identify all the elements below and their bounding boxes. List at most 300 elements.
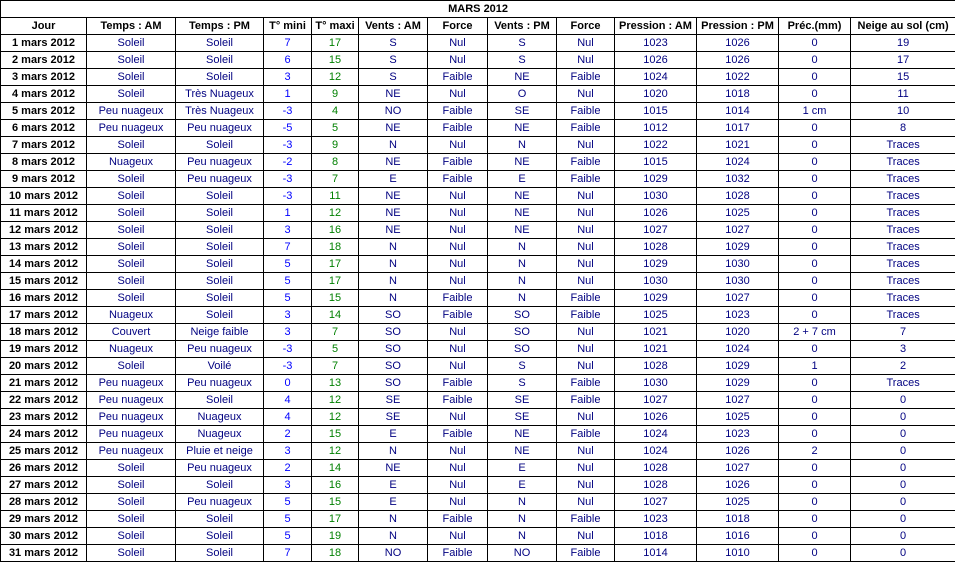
table-row <box>1 341 955 358</box>
wind-pm-cell: SE <box>488 103 557 120</box>
day-cell: 11 mars 2012 <box>1 205 87 222</box>
force-pm-cell: Faible <box>557 103 615 120</box>
weather-pm-cell: Soleil <box>176 137 264 154</box>
wind-am-cell: E <box>359 426 428 443</box>
force-pm-cell: Nul <box>557 358 615 375</box>
wind-pm-cell: N <box>488 256 557 273</box>
table-row <box>1 409 955 426</box>
col-header-t-maxi: T° maxi <box>312 18 359 35</box>
wind-pm-cell: NE <box>488 222 557 239</box>
force-pm-cell: Faible <box>557 307 615 324</box>
precipitation-cell: 0 <box>779 392 851 409</box>
force-pm-cell: Nul <box>557 460 615 477</box>
temp-max-cell: 17 <box>312 35 359 52</box>
wind-pm-cell: N <box>488 137 557 154</box>
day-cell: 31 mars 2012 <box>1 545 87 562</box>
temp-min-cell: 1 <box>264 205 312 222</box>
wind-pm-cell: N <box>488 273 557 290</box>
temp-max-cell: 12 <box>312 205 359 222</box>
wind-am-cell: SO <box>359 324 428 341</box>
day-cell: 29 mars 2012 <box>1 511 87 528</box>
table-row <box>1 460 955 477</box>
weather-pm-cell: Peu nuageux <box>176 375 264 392</box>
precipitation-cell: 0 <box>779 375 851 392</box>
table-row <box>1 511 955 528</box>
day-cell: 17 mars 2012 <box>1 307 87 324</box>
pressure-pm-cell: 1030 <box>697 273 779 290</box>
snow-cell: 7 <box>851 324 955 341</box>
wind-pm-cell: NE <box>488 443 557 460</box>
force-am-cell: Faible <box>428 511 488 528</box>
precipitation-cell: 0 <box>779 205 851 222</box>
temp-max-cell: 15 <box>312 426 359 443</box>
wind-pm-cell: N <box>488 494 557 511</box>
force-pm-cell: Faible <box>557 511 615 528</box>
pressure-am-cell: 1026 <box>615 409 697 426</box>
snow-cell: 3 <box>851 341 955 358</box>
temp-min-cell: 3 <box>264 477 312 494</box>
day-cell: 26 mars 2012 <box>1 460 87 477</box>
day-cell: 4 mars 2012 <box>1 86 87 103</box>
col-header-vents-pm: Vents : PM <box>488 18 557 35</box>
wind-pm-cell: N <box>488 239 557 256</box>
temp-max-cell: 11 <box>312 188 359 205</box>
snow-cell: Traces <box>851 137 955 154</box>
force-pm-cell: Nul <box>557 188 615 205</box>
force-pm-cell: Faible <box>557 154 615 171</box>
table-row <box>1 52 955 69</box>
temp-max-cell: 17 <box>312 256 359 273</box>
snow-cell: Traces <box>851 239 955 256</box>
temp-min-cell: -3 <box>264 137 312 154</box>
wind-am-cell: NO <box>359 545 428 562</box>
pressure-pm-cell: 1032 <box>697 171 779 188</box>
temp-min-cell: 3 <box>264 69 312 86</box>
weather-pm-cell: Soleil <box>176 528 264 545</box>
snow-cell: 17 <box>851 52 955 69</box>
weather-am-cell: Soleil <box>87 239 176 256</box>
day-cell: 15 mars 2012 <box>1 273 87 290</box>
wind-pm-cell: O <box>488 86 557 103</box>
temp-max-cell: 12 <box>312 443 359 460</box>
precipitation-cell: 0 <box>779 511 851 528</box>
precipitation-cell: 2 + 7 cm <box>779 324 851 341</box>
force-am-cell: Nul <box>428 137 488 154</box>
force-am-cell: Nul <box>428 460 488 477</box>
day-cell: 27 mars 2012 <box>1 477 87 494</box>
force-am-cell: Faible <box>428 426 488 443</box>
pressure-pm-cell: 1027 <box>697 222 779 239</box>
temp-max-cell: 5 <box>312 120 359 137</box>
col-header-force-am: Force <box>428 18 488 35</box>
wind-pm-cell: NE <box>488 205 557 222</box>
temp-min-cell: 5 <box>264 290 312 307</box>
weather-pm-cell: Soleil <box>176 188 264 205</box>
wind-pm-cell: SO <box>488 341 557 358</box>
temp-min-cell: -2 <box>264 154 312 171</box>
wind-am-cell: S <box>359 52 428 69</box>
pressure-am-cell: 1015 <box>615 103 697 120</box>
temp-max-cell: 5 <box>312 341 359 358</box>
precipitation-cell: 0 <box>779 528 851 545</box>
snow-cell: 0 <box>851 494 955 511</box>
table-row <box>1 392 955 409</box>
pressure-am-cell: 1025 <box>615 307 697 324</box>
force-am-cell: Faible <box>428 545 488 562</box>
force-pm-cell: Faible <box>557 545 615 562</box>
snow-cell: Traces <box>851 171 955 188</box>
table-row <box>1 35 955 52</box>
pressure-am-cell: 1030 <box>615 273 697 290</box>
pressure-am-cell: 1030 <box>615 188 697 205</box>
pressure-pm-cell: 1023 <box>697 426 779 443</box>
day-cell: 9 mars 2012 <box>1 171 87 188</box>
temp-max-cell: 7 <box>312 358 359 375</box>
snow-cell: Traces <box>851 154 955 171</box>
table-row <box>1 307 955 324</box>
force-pm-cell: Faible <box>557 392 615 409</box>
force-pm-cell: Faible <box>557 69 615 86</box>
temp-min-cell: 5 <box>264 494 312 511</box>
snow-cell: 0 <box>851 426 955 443</box>
weather-pm-cell: Nuageux <box>176 409 264 426</box>
wind-pm-cell: NE <box>488 154 557 171</box>
force-am-cell: Nul <box>428 188 488 205</box>
weather-pm-cell: Peu nuageux <box>176 120 264 137</box>
wind-am-cell: NE <box>359 460 428 477</box>
force-am-cell: Nul <box>428 222 488 239</box>
table-row <box>1 358 955 375</box>
temp-min-cell: 3 <box>264 222 312 239</box>
table-row <box>1 171 955 188</box>
wind-am-cell: SO <box>359 358 428 375</box>
wind-pm-cell: E <box>488 477 557 494</box>
precipitation-cell: 0 <box>779 52 851 69</box>
weather-am-cell: Soleil <box>87 86 176 103</box>
pressure-am-cell: 1028 <box>615 477 697 494</box>
snow-cell: Traces <box>851 273 955 290</box>
weather-am-cell: Soleil <box>87 460 176 477</box>
force-am-cell: Faible <box>428 307 488 324</box>
pressure-pm-cell: 1023 <box>697 307 779 324</box>
pressure-am-cell: 1029 <box>615 256 697 273</box>
weather-pm-cell: Soleil <box>176 239 264 256</box>
wind-am-cell: SO <box>359 375 428 392</box>
weather-am-cell: Peu nuageux <box>87 409 176 426</box>
temp-max-cell: 7 <box>312 171 359 188</box>
wind-am-cell: N <box>359 443 428 460</box>
weather-am-cell: Soleil <box>87 52 176 69</box>
wind-pm-cell: E <box>488 460 557 477</box>
temp-max-cell: 15 <box>312 494 359 511</box>
precipitation-cell: 0 <box>779 154 851 171</box>
pressure-am-cell: 1029 <box>615 171 697 188</box>
table-row <box>1 443 955 460</box>
precipitation-cell: 0 <box>779 120 851 137</box>
force-pm-cell: Faible <box>557 375 615 392</box>
day-cell: 5 mars 2012 <box>1 103 87 120</box>
force-am-cell: Nul <box>428 528 488 545</box>
temp-max-cell: 15 <box>312 52 359 69</box>
temp-max-cell: 14 <box>312 307 359 324</box>
day-cell: 30 mars 2012 <box>1 528 87 545</box>
table-row <box>1 205 955 222</box>
weather-pm-cell: Soleil <box>176 477 264 494</box>
snow-cell: 0 <box>851 528 955 545</box>
wind-pm-cell: NE <box>488 120 557 137</box>
force-am-cell: Nul <box>428 341 488 358</box>
snow-cell: 0 <box>851 392 955 409</box>
temp-min-cell: -3 <box>264 188 312 205</box>
weather-am-cell: Couvert <box>87 324 176 341</box>
weather-am-cell: Nuageux <box>87 341 176 358</box>
day-cell: 6 mars 2012 <box>1 120 87 137</box>
temp-max-cell: 14 <box>312 460 359 477</box>
col-header-jour: Jour <box>1 18 87 35</box>
force-pm-cell: Nul <box>557 443 615 460</box>
wind-pm-cell: S <box>488 375 557 392</box>
wind-am-cell: NE <box>359 205 428 222</box>
wind-am-cell: SE <box>359 392 428 409</box>
pressure-pm-cell: 1018 <box>697 86 779 103</box>
day-cell: 20 mars 2012 <box>1 358 87 375</box>
wind-am-cell: NE <box>359 120 428 137</box>
snow-cell: 0 <box>851 409 955 426</box>
pressure-am-cell: 1026 <box>615 52 697 69</box>
force-am-cell: Nul <box>428 256 488 273</box>
weather-am-cell: Peu nuageux <box>87 103 176 120</box>
pressure-am-cell: 1024 <box>615 443 697 460</box>
temp-min-cell: 7 <box>264 545 312 562</box>
force-am-cell: Nul <box>428 86 488 103</box>
precipitation-cell: 0 <box>779 222 851 239</box>
weather-am-cell: Peu nuageux <box>87 392 176 409</box>
weather-pm-cell: Neige faible <box>176 324 264 341</box>
temp-max-cell: 17 <box>312 273 359 290</box>
col-header-temps-pm: Temps : PM <box>176 18 264 35</box>
snow-cell: Traces <box>851 205 955 222</box>
wind-am-cell: S <box>359 69 428 86</box>
snow-cell: 0 <box>851 477 955 494</box>
weather-pm-cell: Soleil <box>176 511 264 528</box>
table-row <box>1 375 955 392</box>
temp-max-cell: 19 <box>312 528 359 545</box>
wind-am-cell: SE <box>359 409 428 426</box>
day-cell: 2 mars 2012 <box>1 52 87 69</box>
weather-am-cell: Soleil <box>87 494 176 511</box>
weather-am-cell: Soleil <box>87 69 176 86</box>
force-pm-cell: Nul <box>557 52 615 69</box>
weather-pm-cell: Peu nuageux <box>176 494 264 511</box>
temp-min-cell: 5 <box>264 528 312 545</box>
temp-min-cell: -3 <box>264 358 312 375</box>
wind-am-cell: NO <box>359 103 428 120</box>
temp-min-cell: 5 <box>264 273 312 290</box>
temp-max-cell: 18 <box>312 239 359 256</box>
temp-min-cell: 3 <box>264 307 312 324</box>
pressure-am-cell: 1021 <box>615 324 697 341</box>
temp-max-cell: 4 <box>312 103 359 120</box>
force-pm-cell: Nul <box>557 409 615 426</box>
pressure-pm-cell: 1029 <box>697 239 779 256</box>
pressure-am-cell: 1026 <box>615 205 697 222</box>
pressure-pm-cell: 1010 <box>697 545 779 562</box>
day-cell: 14 mars 2012 <box>1 256 87 273</box>
table-row <box>1 256 955 273</box>
force-am-cell: Faible <box>428 392 488 409</box>
precipitation-cell: 0 <box>779 460 851 477</box>
force-am-cell: Faible <box>428 375 488 392</box>
weather-pm-cell: Peu nuageux <box>176 154 264 171</box>
precipitation-cell: 0 <box>779 494 851 511</box>
col-header-vents-am: Vents : AM <box>359 18 428 35</box>
day-cell: 13 mars 2012 <box>1 239 87 256</box>
temp-min-cell: 2 <box>264 426 312 443</box>
weather-pm-cell: Soleil <box>176 392 264 409</box>
day-cell: 7 mars 2012 <box>1 137 87 154</box>
weather-pm-cell: Peu nuageux <box>176 460 264 477</box>
weather-am-cell: Soleil <box>87 222 176 239</box>
weather-am-cell: Soleil <box>87 358 176 375</box>
weather-pm-cell: Soleil <box>176 205 264 222</box>
force-pm-cell: Faible <box>557 120 615 137</box>
wind-pm-cell: S <box>488 35 557 52</box>
pressure-pm-cell: 1027 <box>697 392 779 409</box>
precipitation-cell: 0 <box>779 307 851 324</box>
snow-cell: Traces <box>851 375 955 392</box>
snow-cell: 0 <box>851 460 955 477</box>
temp-min-cell: 3 <box>264 443 312 460</box>
pressure-pm-cell: 1026 <box>697 35 779 52</box>
force-pm-cell: Nul <box>557 324 615 341</box>
pressure-am-cell: 1022 <box>615 137 697 154</box>
weather-pm-cell: Pluie et neige <box>176 443 264 460</box>
weather-pm-cell: Très Nuageux <box>176 103 264 120</box>
col-header-temps-am: Temps : AM <box>87 18 176 35</box>
force-am-cell: Nul <box>428 273 488 290</box>
pressure-am-cell: 1021 <box>615 341 697 358</box>
wind-pm-cell: NE <box>488 188 557 205</box>
force-pm-cell: Nul <box>557 477 615 494</box>
force-am-cell: Faible <box>428 103 488 120</box>
wind-am-cell: N <box>359 290 428 307</box>
force-pm-cell: Nul <box>557 205 615 222</box>
temp-min-cell: 7 <box>264 35 312 52</box>
wind-pm-cell: NE <box>488 426 557 443</box>
table-row <box>1 324 955 341</box>
wind-am-cell: NE <box>359 154 428 171</box>
snow-cell: 11 <box>851 86 955 103</box>
col-header-neige-au-sol: Neige au sol (cm) <box>851 18 955 35</box>
force-pm-cell: Nul <box>557 86 615 103</box>
snow-cell: 0 <box>851 443 955 460</box>
pressure-pm-cell: 1026 <box>697 52 779 69</box>
temp-min-cell: -3 <box>264 341 312 358</box>
pressure-pm-cell: 1029 <box>697 375 779 392</box>
pressure-am-cell: 1020 <box>615 86 697 103</box>
wind-am-cell: NE <box>359 222 428 239</box>
day-cell: 21 mars 2012 <box>1 375 87 392</box>
temp-min-cell: 4 <box>264 409 312 426</box>
temp-max-cell: 12 <box>312 409 359 426</box>
pressure-am-cell: 1028 <box>615 358 697 375</box>
pressure-am-cell: 1027 <box>615 222 697 239</box>
table-row <box>1 120 955 137</box>
snow-cell: Traces <box>851 222 955 239</box>
temp-max-cell: 9 <box>312 137 359 154</box>
wind-am-cell: E <box>359 171 428 188</box>
force-pm-cell: Faible <box>557 290 615 307</box>
weather-pm-cell: Peu nuageux <box>176 341 264 358</box>
wind-am-cell: N <box>359 273 428 290</box>
weather-am-cell: Peu nuageux <box>87 443 176 460</box>
table-row <box>1 188 955 205</box>
weather-pm-cell: Soleil <box>176 35 264 52</box>
weather-am-cell: Peu nuageux <box>87 375 176 392</box>
precipitation-cell: 0 <box>779 341 851 358</box>
precipitation-cell: 0 <box>779 426 851 443</box>
force-am-cell: Nul <box>428 477 488 494</box>
temp-min-cell: 4 <box>264 392 312 409</box>
weather-pm-cell: Soleil <box>176 307 264 324</box>
pressure-pm-cell: 1026 <box>697 477 779 494</box>
precipitation-cell: 0 <box>779 256 851 273</box>
temp-max-cell: 12 <box>312 69 359 86</box>
weather-am-cell: Soleil <box>87 137 176 154</box>
day-cell: 18 mars 2012 <box>1 324 87 341</box>
precipitation-cell: 0 <box>779 477 851 494</box>
weather-pm-cell: Voilé <box>176 358 264 375</box>
pressure-am-cell: 1028 <box>615 460 697 477</box>
wind-am-cell: SO <box>359 341 428 358</box>
precipitation-cell: 0 <box>779 86 851 103</box>
force-am-cell: Nul <box>428 52 488 69</box>
pressure-pm-cell: 1014 <box>697 103 779 120</box>
weather-pm-cell: Soleil <box>176 256 264 273</box>
force-am-cell: Nul <box>428 239 488 256</box>
col-header-pression-am: Pression : AM <box>615 18 697 35</box>
force-pm-cell: Nul <box>557 35 615 52</box>
wind-am-cell: NE <box>359 86 428 103</box>
precipitation-cell: 1 <box>779 358 851 375</box>
weather-am-cell: Peu nuageux <box>87 120 176 137</box>
temp-max-cell: 16 <box>312 222 359 239</box>
temp-min-cell: 5 <box>264 511 312 528</box>
pressure-am-cell: 1024 <box>615 69 697 86</box>
table-row <box>1 222 955 239</box>
snow-cell: Traces <box>851 307 955 324</box>
pressure-pm-cell: 1025 <box>697 205 779 222</box>
wind-am-cell: SO <box>359 307 428 324</box>
pressure-pm-cell: 1024 <box>697 341 779 358</box>
pressure-am-cell: 1029 <box>615 290 697 307</box>
weather-pm-cell: Soleil <box>176 290 264 307</box>
wind-pm-cell: N <box>488 528 557 545</box>
table-row <box>1 239 955 256</box>
pressure-pm-cell: 1021 <box>697 137 779 154</box>
temp-max-cell: 13 <box>312 375 359 392</box>
force-pm-cell: Nul <box>557 494 615 511</box>
weather-am-cell: Soleil <box>87 477 176 494</box>
table-row <box>1 426 955 443</box>
weather-am-cell: Soleil <box>87 188 176 205</box>
day-cell: 22 mars 2012 <box>1 392 87 409</box>
table-row <box>1 477 955 494</box>
col-header-force-pm: Force <box>557 18 615 35</box>
pressure-pm-cell: 1029 <box>697 358 779 375</box>
force-pm-cell: Nul <box>557 341 615 358</box>
temp-max-cell: 9 <box>312 86 359 103</box>
